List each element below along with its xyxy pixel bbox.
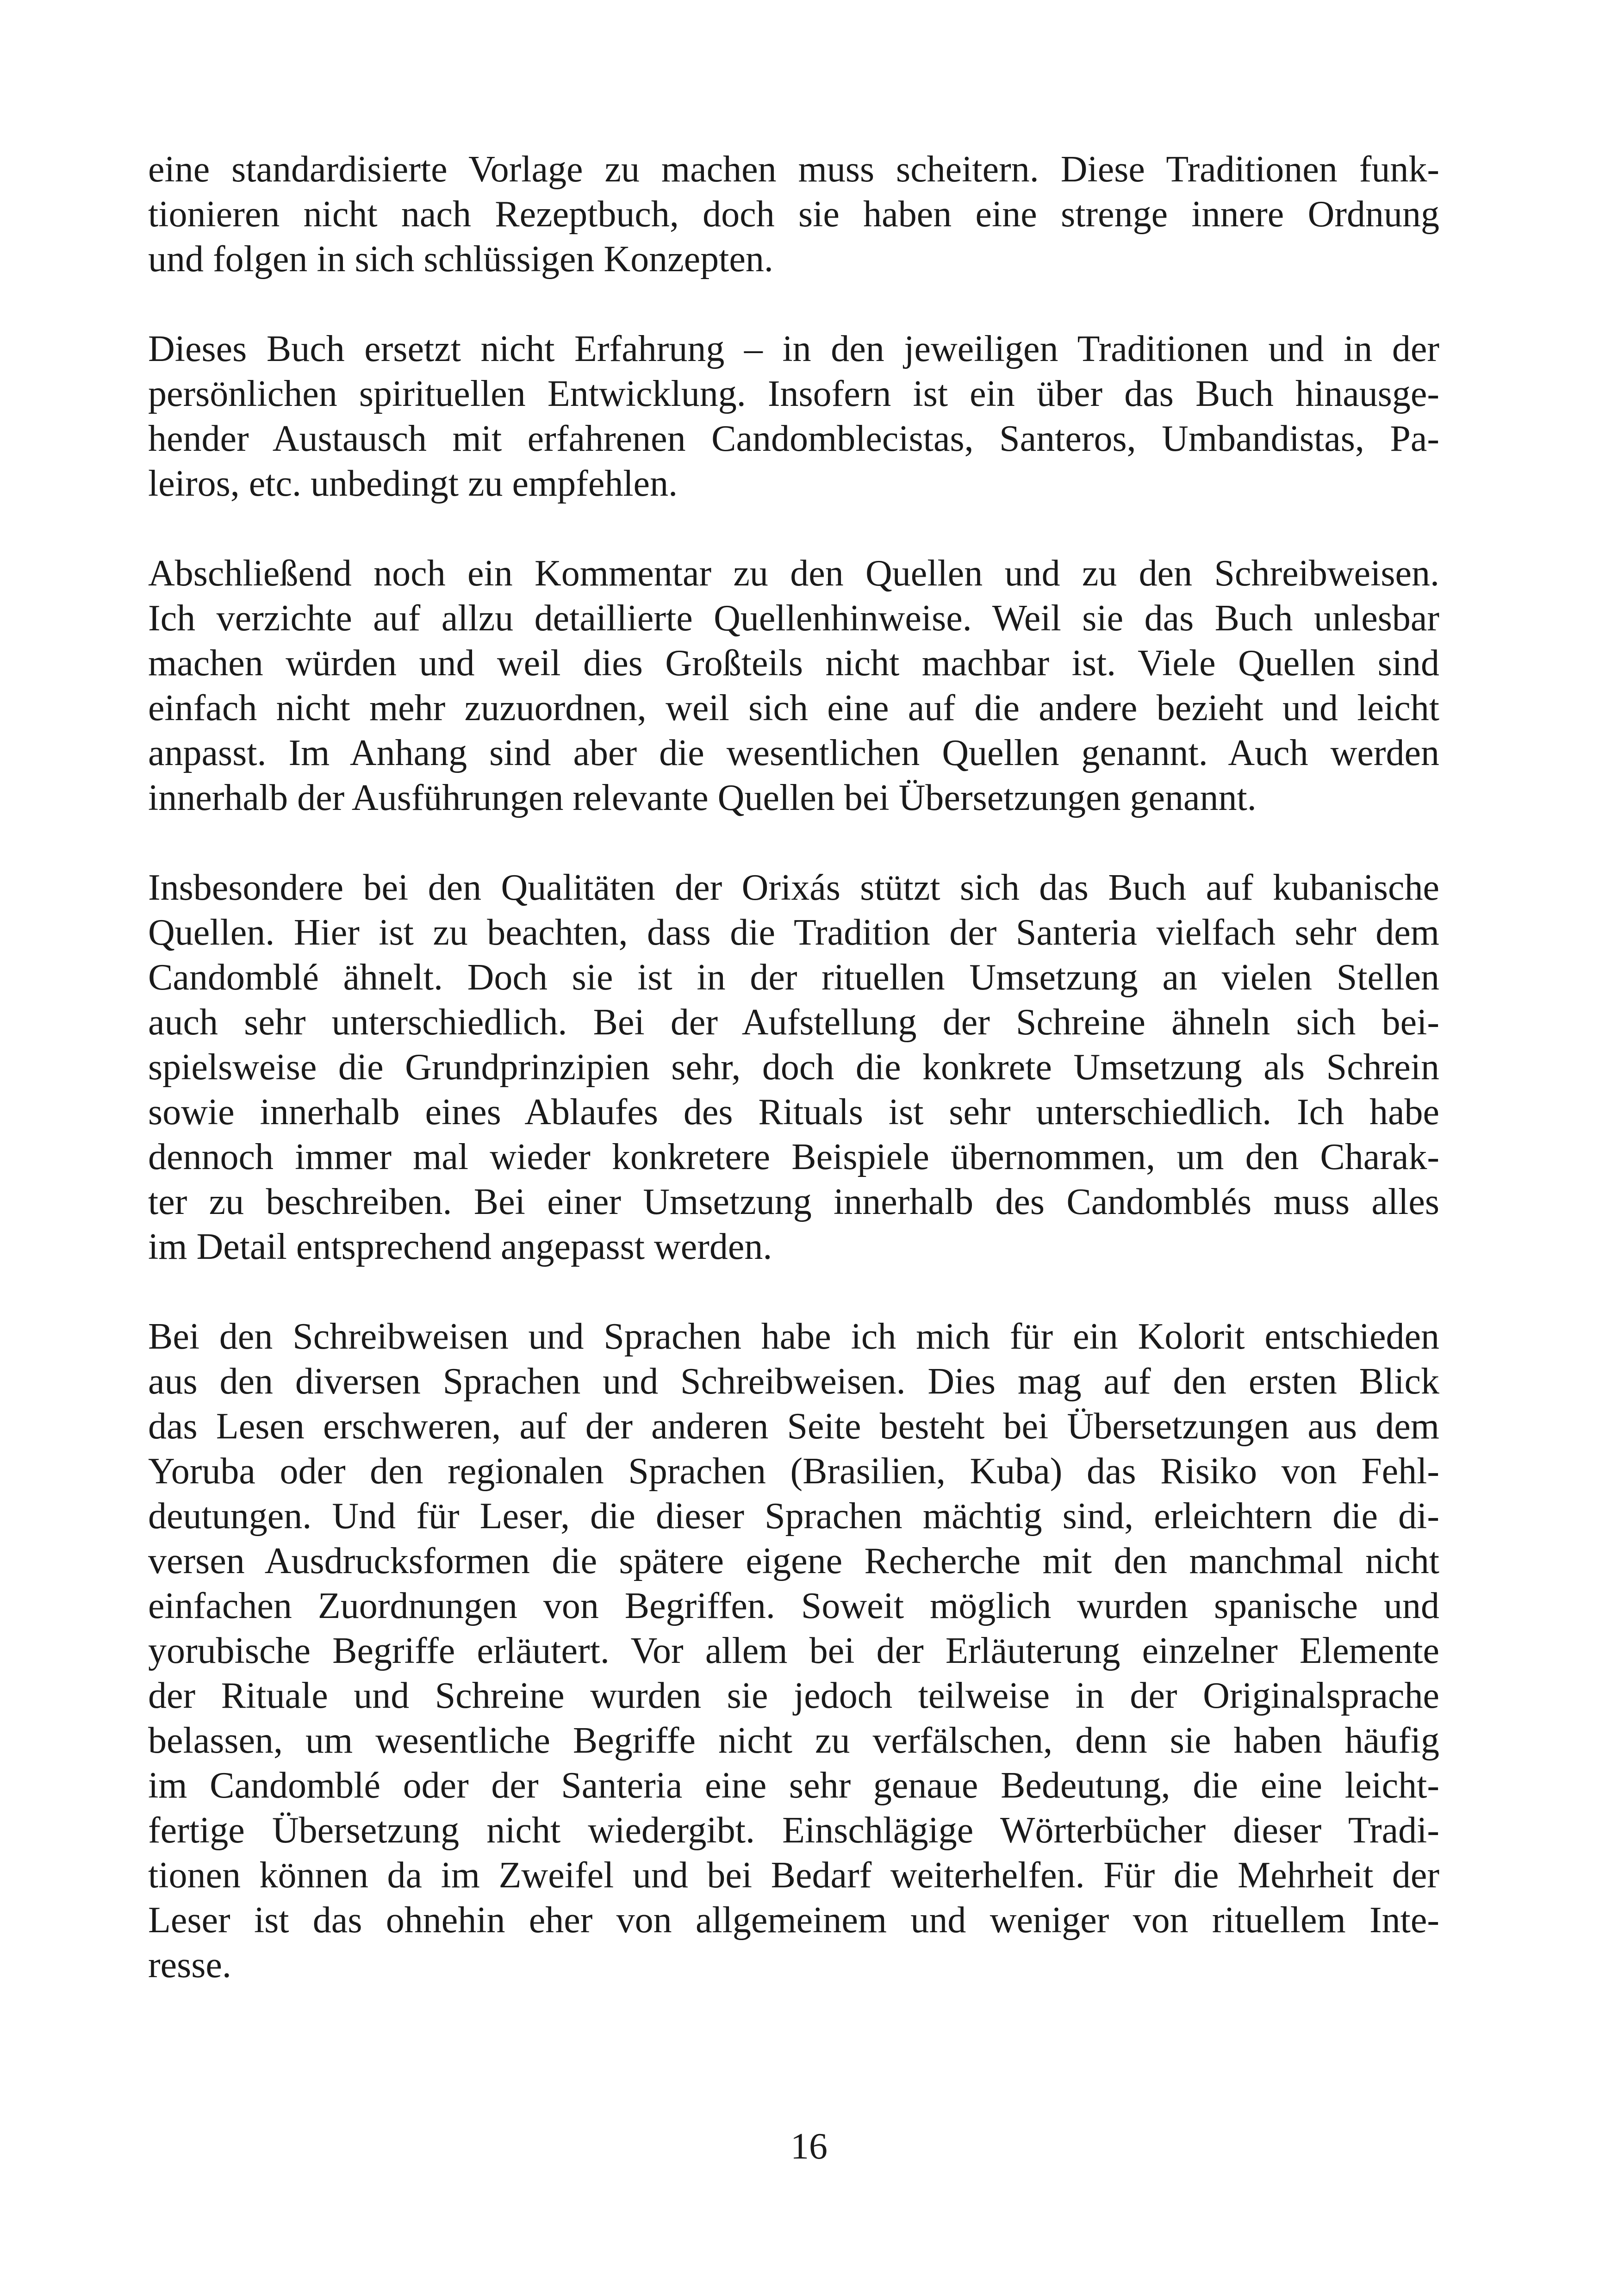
text-line: Yoruba oder den regionalen Sprachen (Brasilien, Kuba) das Risiko von Fehl- (148, 1451, 1439, 1492)
paragraph-4 (148, 865, 1439, 1269)
text-line: anpasst. Im Anhang sind aber die wesentlichen Quellen genannt. Auch werden (148, 733, 1439, 773)
text-line: aus den diversen Sprachen und Schreibweisen. Dies mag auf den ersten Blick (148, 1361, 1439, 1402)
text-line: sowie innerhalb eines Ablaufes des Rituals ist sehr unterschiedlich. Ich habe (148, 1092, 1439, 1132)
text-line: hender Austausch mit erfahrenen Candomblecistas, Santeros, Umbandistas, Pa- (148, 418, 1439, 459)
text-line: machen würden und weil dies Großteils nicht machbar ist. Viele Quellen sind (148, 643, 1439, 684)
text-line: einfachen Zuordnungen von Begriffen. Soweit möglich wurden spanische und (148, 1586, 1439, 1626)
text-line: tionen können da im Zweifel und bei Bedarf weiterhelfen. Für die Mehrheit der (148, 1855, 1439, 1896)
text-line: persönlichen spirituellen Entwicklung. Insofern ist ein über das Buch hinausge- (148, 373, 1439, 414)
text-line: fertige Übersetzung nicht wiedergibt. Einschlägige Wörterbücher dieser Tradi- (148, 1810, 1439, 1851)
text-line: dennoch immer mal wieder konkretere Beispiele übernommen, um den Charak- (148, 1137, 1439, 1177)
page-number: 16 (790, 2126, 828, 2167)
paragraph-3 (148, 551, 1439, 821)
text-line: belassen, um wesentliche Begriffe nicht zu verfälschen, denn sie haben häufig (148, 1720, 1439, 1761)
text-line: Quellen. Hier ist zu beachten, dass die Tradition der Santeria vielfach sehr dem (148, 912, 1439, 953)
text-line: im Detail entsprechend angepasst werden. (148, 1226, 772, 1267)
text-line: Insbesondere bei den Qualitäten der Orixás stützt sich das Buch auf kubanische (148, 867, 1439, 908)
text-line: und folgen in sich schlüssigen Konzepten. (148, 239, 773, 280)
text-line: leiros, etc. unbedingt zu empfehlen. (148, 463, 678, 504)
text-line: der Rituale und Schreine wurden sie jedoch teilweise in der Originalsprache (148, 1675, 1439, 1716)
text-line: Leser ist das ohnehin eher von allgemeinem und weniger von rituellem Inte- (148, 1900, 1439, 1941)
text-line: versen Ausdrucksformen die spätere eigene Recherche mit den manchmal nicht (148, 1541, 1439, 1581)
text-line: eine standardisierte Vorlage zu machen muss scheitern. Diese Traditionen funk- (148, 149, 1439, 190)
paragraph-1 (148, 147, 1439, 282)
paragraph-2 (148, 327, 1439, 506)
text-line: yorubische Begriffe erläutert. Vor allem bei der Erläuterung einzelner Elemente (148, 1630, 1439, 1671)
text-line: resse. (148, 1945, 231, 1985)
text-line: Bei den Schreibweisen und Sprachen habe ich mich für ein Kolorit entschieden (148, 1316, 1439, 1357)
text-line: Ich verzichte auf allzu detaillierte Quellenhinweise. Weil sie das Buch unlesbar (148, 598, 1439, 639)
text-line: Abschließend noch ein Kommentar zu den Quellen und zu den Schreibweisen. (148, 553, 1439, 594)
text-line: ter zu beschreiben. Bei einer Umsetzung innerhalb des Candomblés muss alles (148, 1182, 1439, 1222)
text-line: Candomblé ähnelt. Doch sie ist in der rituellen Umsetzung an vielen Stellen (148, 957, 1439, 998)
body-text (148, 147, 1439, 2033)
text-line: Dieses Buch ersetzt nicht Erfahrung – in den jeweiligen Traditionen und in der (148, 329, 1439, 369)
text-line: das Lesen erschweren, auf der anderen Seite besteht bei Übersetzungen aus dem (148, 1406, 1439, 1447)
paragraph-5 (148, 1314, 1439, 1988)
text-line: spielsweise die Grundprinzipien sehr, doch die konkrete Umsetzung als Schrein (148, 1047, 1439, 1088)
text-line: auch sehr unterschiedlich. Bei der Aufstellung der Schreine ähneln sich bei- (148, 1002, 1439, 1043)
text-line: tionieren nicht nach Rezeptbuch, doch sie haben eine strenge innere Ordnung (148, 194, 1439, 235)
text-line: im Candomblé oder der Santeria eine sehr genaue Bedeutung, die eine leicht- (148, 1765, 1439, 1806)
text-line: einfach nicht mehr zuzuordnen, weil sich eine auf die andere bezieht und leicht (148, 688, 1439, 728)
text-line: deutungen. Und für Leser, die dieser Sprachen mächtig sind, erleichtern die di- (148, 1496, 1439, 1537)
text-line: innerhalb der Ausführungen relevante Quellen bei Übersetzungen genannt. (148, 778, 1257, 818)
